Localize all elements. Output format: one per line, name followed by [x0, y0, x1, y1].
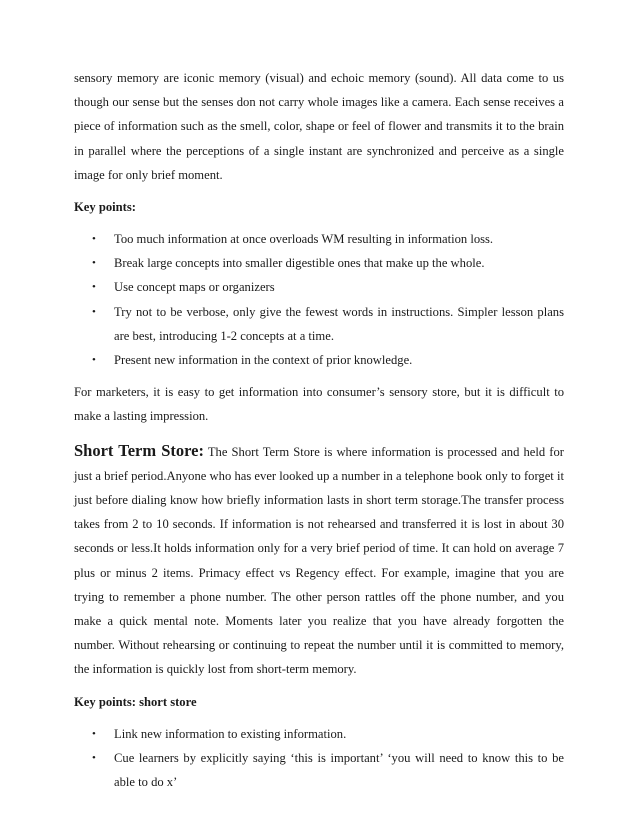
list-item-text: Too much information at once overloads WM resulting in information loss. — [114, 232, 494, 247]
list-item-text: Link new information to existing information. — [114, 726, 347, 741]
list-item-text: Break large concepts into smaller digestible ones that make up the whole. — [114, 256, 485, 271]
short-store-list — [74, 722, 564, 795]
list-item-text: Present new information in the context of prior knowledge. — [114, 353, 413, 368]
key-points-list — [74, 227, 564, 372]
bullet-icon: • — [92, 257, 96, 270]
bullet-icon: • — [92, 305, 96, 318]
list-item — [74, 300, 564, 348]
list-item — [74, 348, 564, 372]
list-item — [74, 251, 564, 275]
short-store-heading: Key points: short store — [74, 694, 197, 709]
bullet-icon: • — [92, 727, 96, 740]
bullet-icon: • — [92, 354, 96, 367]
list-item — [74, 275, 564, 299]
short-term-body: The Short Term Store is where information is processed and held for just a brief period.Anyone who has ever looked up a number in a telephone book only to forget it just before dialing know how briefly information lasts in short term storage.The transfer process takes from 2 to 10 seconds. If information is not rehearsed and transferred it is lost in about 30 seconds or less.It holds information only for a very brief period of time. It can hold on average 7 plus or minus 2 items. Primacy effect vs Regency effect. For example, imagine that you are trying to remember a phone number. The other person rattles off the phone number, and you make a quick mental note. Moments later you realize that you have already forgotten the number. Without rehearsing or continuing to repeat the number until it is committed to memory, the information is quickly lost from short-term memory. — [74, 444, 564, 677]
short-term-paragraph — [74, 439, 564, 682]
bullet-icon: • — [92, 281, 96, 294]
short-term-title: Short Term Store: — [74, 440, 204, 460]
bullet-icon: • — [92, 233, 96, 246]
document-page — [74, 66, 564, 794]
list-item — [74, 722, 564, 746]
intro-paragraph: sensory memory are iconic memory (visual) and echoic memory (sound). All data come to us though our sense but the senses don not carry whole images like a camera. Each sense receives a piece of information such as the smell, color, shape or feel of flower and transmits it to the brain in parallel where the perceptions of a single instant are synchronized and perceive as a single image for only brief moment. — [74, 71, 564, 182]
list-item-text: Try not to be verbose, only give the fewest words in instructions. Simpler lesson plans are best, introducing 1-2 concepts at a time. — [114, 304, 564, 343]
list-item — [74, 746, 564, 794]
key-points-heading: Key points: — [74, 200, 136, 215]
marketers-paragraph: For marketers, it is easy to get information into consumer’s sensory store, but it is difficult to make a lasting impression. — [74, 385, 564, 424]
list-item-text: Use concept maps or organizers — [114, 280, 275, 295]
list-item — [74, 227, 564, 251]
list-item-text: Cue learners by explicitly saying ‘this is important’ ‘you will need to know this to be able to do x’ — [114, 750, 564, 790]
bullet-icon: • — [92, 751, 96, 764]
